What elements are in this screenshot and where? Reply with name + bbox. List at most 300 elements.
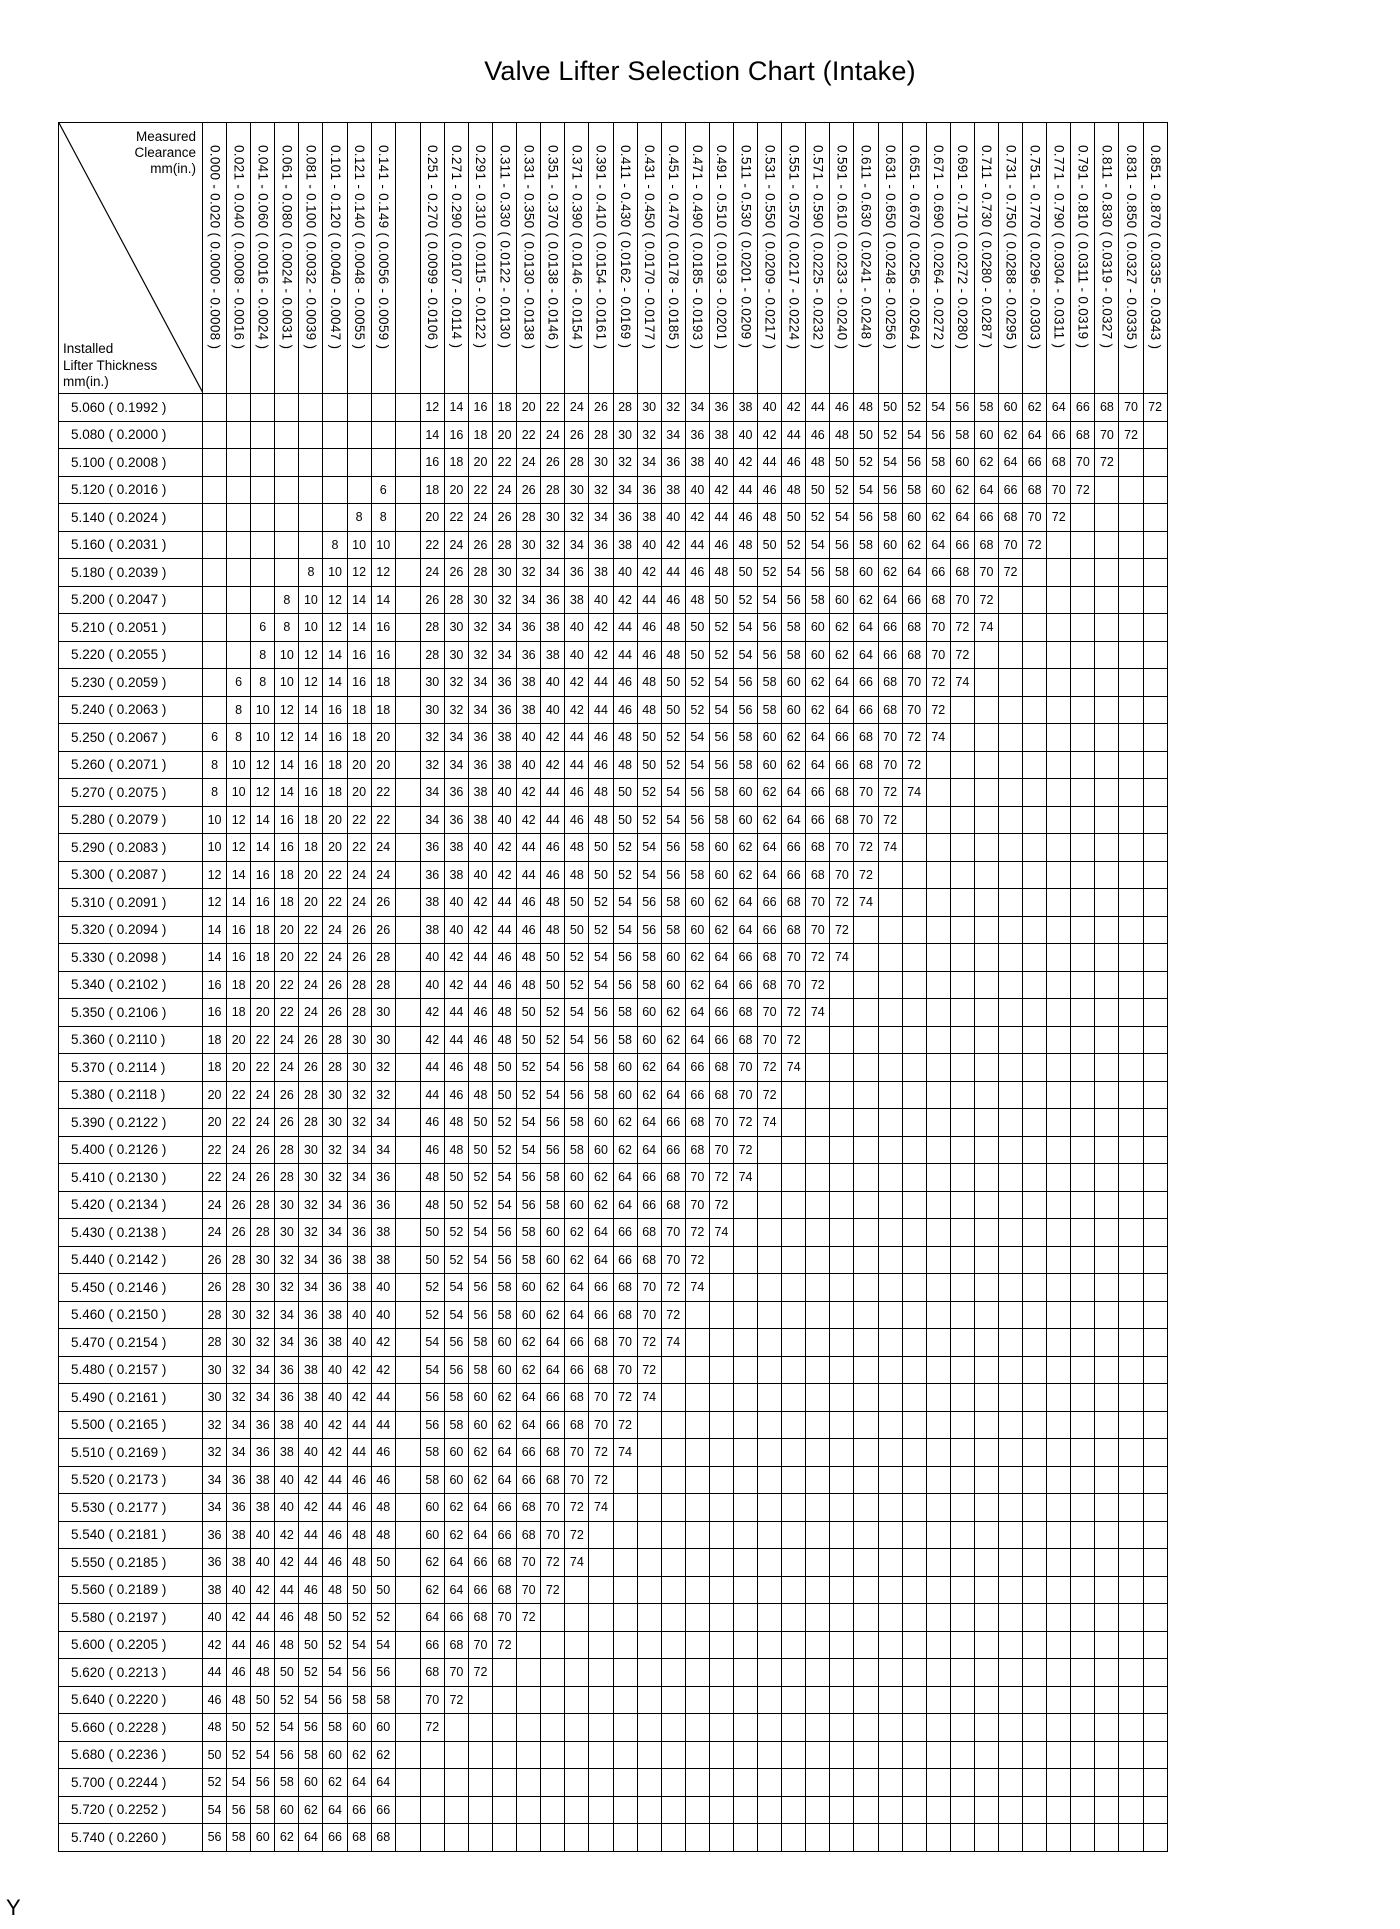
lifter-number-cell [444, 1769, 468, 1797]
lifter-number-cell [974, 1714, 998, 1742]
lifter-number-cell: 44 [347, 1411, 371, 1439]
lifter-number-cell [1023, 1439, 1047, 1467]
lifter-number-cell [999, 1081, 1023, 1109]
lifter-number-cell: 54 [830, 504, 854, 532]
lifter-number-cell: 32 [468, 614, 492, 642]
lifter-number-cell: 20 [323, 806, 347, 834]
lifter-number-cell: 68 [758, 971, 782, 999]
lifter-number-cell: 34 [589, 504, 613, 532]
lifter-number-cell: 70 [541, 1521, 565, 1549]
lifter-number-cell [782, 1741, 806, 1769]
lifter-number-cell: 70 [541, 1494, 565, 1522]
lifter-number-cell: 54 [420, 1329, 444, 1357]
lifter-number-cell [565, 1824, 589, 1852]
lifter-number-cell: 66 [999, 476, 1023, 504]
lifter-number-cell: 60 [565, 1164, 589, 1192]
lifter-number-cell: 32 [444, 669, 468, 697]
lifter-number-cell [1119, 834, 1143, 862]
lifter-number-cell [902, 1191, 926, 1219]
lifter-number-cell: 60 [420, 1494, 444, 1522]
lifter-number-cell [613, 1741, 637, 1769]
lifter-number-cell: 70 [1095, 421, 1119, 449]
lifter-number-cell: 72 [758, 1081, 782, 1109]
table-row [59, 449, 1168, 477]
measured-clearance-line-3: mm(in.) [150, 161, 196, 177]
table-row [59, 1384, 1168, 1412]
lifter-number-cell: 64 [323, 1796, 347, 1824]
lifter-number-cell: 54 [902, 421, 926, 449]
lifter-number-cell: 70 [830, 861, 854, 889]
lifter-number-cell [1143, 1136, 1167, 1164]
lifter-number-cell: 56 [444, 1329, 468, 1357]
lifter-number-cell [926, 1494, 950, 1522]
lifter-number-cell: 70 [974, 559, 998, 587]
lifter-number-cell: 52 [902, 394, 926, 422]
lifter-number-cell: 52 [517, 1081, 541, 1109]
lifter-number-cell: 24 [251, 1081, 275, 1109]
lifter-number-cell: 62 [733, 861, 757, 889]
lifter-number-cell: 58 [275, 1769, 299, 1797]
lifter-number-cell: 18 [251, 944, 275, 972]
lifter-number-cell [637, 1549, 661, 1577]
lifter-number-cell: 58 [541, 1191, 565, 1219]
lifter-number-cell: 40 [733, 421, 757, 449]
lifter-number-cell: 40 [299, 1411, 323, 1439]
lifter-number-cell: 10 [323, 559, 347, 587]
lifter-number-cell [974, 1549, 998, 1577]
lifter-number-cell: 26 [251, 1136, 275, 1164]
lifter-number-cell [227, 559, 251, 587]
lifter-number-cell [589, 1714, 613, 1742]
lifter-number-cell: 40 [517, 751, 541, 779]
lifter-number-cell [999, 1659, 1023, 1687]
lifter-number-cell: 68 [709, 1081, 733, 1109]
lifter-number-cell: 56 [733, 696, 757, 724]
lifter-number-cell: 20 [371, 751, 395, 779]
lifter-number-cell: 24 [541, 421, 565, 449]
lifter-number-cell: 64 [782, 779, 806, 807]
lifter-number-cell: 62 [517, 1329, 541, 1357]
lifter-number-cell: 40 [347, 1329, 371, 1357]
installed-thickness-cell: 5.160 ( 0.2031 ) [59, 531, 203, 559]
table-row [59, 1219, 1168, 1247]
lifter-number-cell [1119, 1494, 1143, 1522]
lifter-number-cell [902, 889, 926, 917]
lifter-number-cell [1023, 1109, 1047, 1137]
lifter-number-cell [1071, 641, 1095, 669]
lifter-number-cell: 60 [950, 449, 974, 477]
lifter-number-cell: 66 [830, 751, 854, 779]
lifter-number-cell: 50 [251, 1686, 275, 1714]
lifter-number-cell [974, 1219, 998, 1247]
lifter-number-cell: 30 [275, 1219, 299, 1247]
lifter-number-cell: 68 [902, 614, 926, 642]
lifter-number-cell [1023, 1714, 1047, 1742]
lifter-number-cell [950, 1494, 974, 1522]
lifter-number-cell [854, 1109, 878, 1137]
lifter-number-cell: 54 [299, 1686, 323, 1714]
lifter-number-cell [1047, 724, 1071, 752]
table-row [59, 971, 1168, 999]
lifter-number-cell [1095, 806, 1119, 834]
lifter-number-cell: 28 [323, 1026, 347, 1054]
lifter-number-cell: 62 [1023, 394, 1047, 422]
lifter-number-cell [1143, 531, 1167, 559]
lifter-number-cell [902, 1219, 926, 1247]
lifter-number-cell: 66 [420, 1631, 444, 1659]
lifter-number-cell [758, 1136, 782, 1164]
lifter-number-cell [806, 1769, 830, 1797]
lifter-number-cell [1047, 889, 1071, 917]
lifter-number-cell: 50 [589, 861, 613, 889]
lifter-number-cell [950, 861, 974, 889]
lifter-number-cell [926, 971, 950, 999]
lifter-number-cell: 68 [613, 1274, 637, 1302]
lifter-number-cell [444, 1796, 468, 1824]
lifter-number-cell: 24 [323, 916, 347, 944]
lifter-number-cell: 24 [347, 861, 371, 889]
lifter-number-cell: 20 [444, 476, 468, 504]
lifter-number-cell: 72 [1023, 531, 1047, 559]
lifter-number-cell: 70 [733, 1081, 757, 1109]
footer-mark: Y [6, 1895, 21, 1920]
lifter-number-cell: 28 [589, 421, 613, 449]
lifter-number-cell: 52 [541, 999, 565, 1027]
lifter-number-cell [878, 1136, 902, 1164]
lifter-number-cell: 64 [444, 1549, 468, 1577]
lifter-number-cell: 66 [782, 834, 806, 862]
lifter-number-cell [999, 999, 1023, 1027]
lifter-number-cell: 36 [444, 779, 468, 807]
gap-cell [395, 779, 420, 807]
lifter-number-cell [299, 476, 323, 504]
lifter-number-cell: 26 [323, 999, 347, 1027]
lifter-number-cell [1119, 751, 1143, 779]
lifter-number-cell [685, 1659, 709, 1687]
lifter-number-cell: 50 [541, 971, 565, 999]
lifter-number-cell: 12 [347, 559, 371, 587]
lifter-number-cell [854, 1494, 878, 1522]
lifter-number-cell: 48 [637, 696, 661, 724]
lifter-number-cell: 72 [830, 889, 854, 917]
lifter-number-cell: 60 [517, 1274, 541, 1302]
lifter-number-cell: 32 [275, 1274, 299, 1302]
lifter-number-cell: 72 [685, 1246, 709, 1274]
lifter-number-cell: 18 [493, 394, 517, 422]
installed-thickness-cell: 5.620 ( 0.2213 ) [59, 1659, 203, 1687]
lifter-number-cell: 32 [565, 504, 589, 532]
lifter-number-cell [1071, 559, 1095, 587]
lifter-number-cell: 58 [661, 916, 685, 944]
lifter-number-cell [758, 1466, 782, 1494]
lifter-number-cell: 34 [637, 449, 661, 477]
lifter-number-cell [1119, 806, 1143, 834]
lifter-number-cell [517, 1769, 541, 1797]
lifter-number-cell [950, 751, 974, 779]
clearance-range-label: 0.631 - 0.650 ( 0.0248 - 0.0256 ) [882, 145, 898, 350]
lifter-number-cell [854, 1301, 878, 1329]
lifter-number-cell [1047, 916, 1071, 944]
lifter-number-cell [878, 944, 902, 972]
table-row [59, 1274, 1168, 1302]
lifter-number-cell: 70 [950, 586, 974, 614]
lifter-number-cell: 38 [371, 1219, 395, 1247]
lifter-number-cell: 60 [733, 806, 757, 834]
lifter-number-cell: 44 [371, 1411, 395, 1439]
lifter-number-cell: 58 [685, 834, 709, 862]
lifter-number-cell: 62 [323, 1769, 347, 1797]
lifter-number-cell: 38 [323, 1329, 347, 1357]
lifter-number-cell [733, 1714, 757, 1742]
lifter-number-cell: 66 [902, 586, 926, 614]
lifter-number-cell [830, 999, 854, 1027]
installed-thickness-cell: 5.260 ( 0.2071 ) [59, 751, 203, 779]
lifter-number-cell [1047, 1164, 1071, 1192]
lifter-number-cell: 42 [517, 779, 541, 807]
lifter-number-cell: 14 [323, 669, 347, 697]
lifter-number-cell: 64 [1047, 394, 1071, 422]
lifter-number-cell [1047, 1576, 1071, 1604]
lifter-number-cell: 10 [251, 724, 275, 752]
lifter-number-cell: 72 [782, 1026, 806, 1054]
lifter-number-cell [1023, 971, 1047, 999]
lifter-number-cell: 66 [371, 1796, 395, 1824]
lifter-number-cell: 58 [444, 1384, 468, 1412]
lifter-number-cell: 54 [468, 1219, 492, 1247]
header-range-cell [227, 123, 251, 394]
lifter-number-cell [902, 1246, 926, 1274]
lifter-number-cell: 22 [493, 449, 517, 477]
lifter-number-cell: 38 [420, 889, 444, 917]
lifter-number-cell [830, 1631, 854, 1659]
lifter-number-cell: 58 [637, 971, 661, 999]
lifter-number-cell [1071, 586, 1095, 614]
clearance-range-label: 0.611 - 0.630 ( 0.0241 - 0.0248 ) [858, 145, 874, 349]
lifter-number-cell [1071, 1824, 1095, 1852]
lifter-number-cell: 60 [758, 751, 782, 779]
installed-thickness-cell: 5.640 ( 0.2220 ) [59, 1686, 203, 1714]
lifter-number-cell [1071, 861, 1095, 889]
lifter-number-cell: 18 [444, 449, 468, 477]
lifter-number-cell [974, 1521, 998, 1549]
installed-thickness-cell: 5.060 ( 0.1992 ) [59, 394, 203, 422]
lifter-number-cell [974, 1769, 998, 1797]
lifter-number-cell [613, 1686, 637, 1714]
lifter-number-cell [974, 834, 998, 862]
lifter-number-cell [878, 1081, 902, 1109]
lifter-number-cell [1119, 779, 1143, 807]
lifter-number-cell: 42 [733, 449, 757, 477]
lifter-number-cell: 50 [685, 614, 709, 642]
lifter-number-cell [974, 889, 998, 917]
lifter-number-cell [589, 1631, 613, 1659]
lifter-number-cell [1047, 641, 1071, 669]
lifter-number-cell: 42 [299, 1494, 323, 1522]
lifter-number-cell: 72 [637, 1329, 661, 1357]
lifter-number-cell [999, 1576, 1023, 1604]
lifter-number-cell: 36 [517, 641, 541, 669]
installed-thickness-cell: 5.410 ( 0.2130 ) [59, 1164, 203, 1192]
lifter-number-cell [1095, 1549, 1119, 1577]
lifter-number-cell [758, 1576, 782, 1604]
lifter-number-cell [637, 1741, 661, 1769]
lifter-number-cell [854, 1521, 878, 1549]
lifter-number-cell: 40 [299, 1439, 323, 1467]
lifter-number-cell [1143, 834, 1167, 862]
lifter-number-cell [974, 1494, 998, 1522]
lifter-number-cell: 66 [878, 614, 902, 642]
clearance-range-label: 0.711 - 0.730 ( 0.0280 - 0.0287 ) [979, 145, 995, 349]
lifter-number-cell: 60 [444, 1466, 468, 1494]
lifter-number-cell: 54 [806, 531, 830, 559]
lifter-number-cell: 56 [493, 1219, 517, 1247]
lifter-number-cell: 50 [468, 1136, 492, 1164]
clearance-range-label: 0.061 - 0.080 ( 0.0024 - 0.0031 ) [279, 145, 295, 350]
lifter-number-cell [999, 1521, 1023, 1549]
lifter-number-cell [203, 449, 227, 477]
lifter-number-cell: 72 [444, 1686, 468, 1714]
lifter-number-cell: 16 [420, 449, 444, 477]
lifter-number-cell: 64 [733, 889, 757, 917]
lifter-number-cell [878, 1274, 902, 1302]
lifter-number-cell: 28 [203, 1329, 227, 1357]
lifter-number-cell [1047, 1219, 1071, 1247]
lifter-number-cell: 52 [275, 1686, 299, 1714]
lifter-number-cell: 48 [299, 1604, 323, 1632]
lifter-number-cell: 48 [493, 999, 517, 1027]
lifter-number-cell [468, 1824, 492, 1852]
lifter-number-cell [541, 1769, 565, 1797]
lifter-number-cell: 72 [517, 1604, 541, 1632]
lifter-number-cell [974, 1631, 998, 1659]
lifter-number-cell [227, 641, 251, 669]
lifter-number-cell: 64 [685, 1026, 709, 1054]
gap-cell [395, 1466, 420, 1494]
lifter-number-cell: 10 [299, 586, 323, 614]
lifter-number-cell: 72 [974, 586, 998, 614]
lifter-number-cell [637, 1604, 661, 1632]
lifter-number-cell: 70 [782, 971, 806, 999]
lifter-number-cell: 62 [830, 641, 854, 669]
lifter-number-cell: 40 [685, 476, 709, 504]
lifter-number-cell [1071, 1246, 1095, 1274]
clearance-range-label: 0.591 - 0.610 ( 0.0233 - 0.0240 ) [834, 145, 850, 350]
lifter-number-cell [1023, 614, 1047, 642]
lifter-number-cell: 36 [299, 1301, 323, 1329]
lifter-number-cell: 28 [203, 1301, 227, 1329]
lifter-number-cell [926, 1246, 950, 1274]
lifter-number-cell: 52 [637, 779, 661, 807]
lifter-number-cell: 68 [420, 1659, 444, 1687]
lifter-number-cell [733, 1769, 757, 1797]
lifter-number-cell [685, 1769, 709, 1797]
lifter-number-cell: 30 [493, 559, 517, 587]
lifter-number-cell [950, 1741, 974, 1769]
lifter-number-cell [782, 1494, 806, 1522]
lifter-number-cell: 26 [203, 1274, 227, 1302]
clearance-range-label: 0.081 - 0.100 ( 0.0032 - 0.0039 ) [303, 145, 319, 350]
lifter-number-cell [902, 1329, 926, 1357]
lifter-number-cell: 68 [541, 1466, 565, 1494]
installed-thickness-cell: 5.370 ( 0.2114 ) [59, 1054, 203, 1082]
installed-thickness-cell: 5.240 ( 0.2063 ) [59, 696, 203, 724]
lifter-number-cell [974, 1741, 998, 1769]
lifter-number-cell: 52 [347, 1604, 371, 1632]
lifter-number-cell: 58 [347, 1686, 371, 1714]
lifter-number-cell [999, 889, 1023, 917]
lifter-number-cell [1047, 1741, 1071, 1769]
lifter-number-cell [974, 806, 998, 834]
lifter-number-cell: 74 [589, 1494, 613, 1522]
lifter-number-cell: 52 [323, 1631, 347, 1659]
lifter-number-cell: 22 [347, 834, 371, 862]
lifter-number-cell: 74 [733, 1164, 757, 1192]
lifter-number-cell: 30 [323, 1081, 347, 1109]
lifter-number-cell [758, 1769, 782, 1797]
lifter-number-cell: 54 [227, 1769, 251, 1797]
lifter-number-cell: 46 [541, 834, 565, 862]
gap-cell [395, 1329, 420, 1357]
lifter-number-cell: 26 [227, 1219, 251, 1247]
lifter-number-cell [854, 1796, 878, 1824]
lifter-number-cell: 68 [854, 724, 878, 752]
lifter-number-cell: 70 [926, 641, 950, 669]
lifter-number-cell [926, 1191, 950, 1219]
table-row [59, 1081, 1168, 1109]
lifter-number-cell: 60 [878, 531, 902, 559]
lifter-number-cell: 72 [709, 1191, 733, 1219]
gap-cell [395, 1109, 420, 1137]
lifter-number-cell [806, 1026, 830, 1054]
lifter-number-cell: 30 [565, 476, 589, 504]
lifter-number-cell [1071, 1054, 1095, 1082]
lifter-number-cell: 64 [637, 1109, 661, 1137]
lifter-number-cell: 48 [806, 449, 830, 477]
table-row [59, 1246, 1168, 1274]
measured-clearance-label [134, 129, 196, 178]
lifter-number-cell: 30 [444, 641, 468, 669]
lifter-number-cell [926, 806, 950, 834]
lifter-number-cell: 12 [203, 861, 227, 889]
lifter-number-cell: 72 [733, 1109, 757, 1137]
lifter-number-cell: 58 [806, 586, 830, 614]
lifter-number-cell: 16 [468, 394, 492, 422]
lifter-number-cell: 62 [613, 1109, 637, 1137]
header-range-cell [1047, 123, 1071, 394]
lifter-number-cell [420, 1796, 444, 1824]
lifter-number-cell: 46 [371, 1439, 395, 1467]
table-row [59, 1521, 1168, 1549]
header-range-cell [493, 123, 517, 394]
lifter-number-cell [661, 1439, 685, 1467]
lifter-number-cell [950, 971, 974, 999]
lifter-number-cell [950, 1576, 974, 1604]
lifter-number-cell: 30 [517, 531, 541, 559]
lifter-number-cell [999, 669, 1023, 697]
lifter-number-cell: 56 [203, 1824, 227, 1852]
lifter-number-cell [227, 449, 251, 477]
installed-thickness-cell: 5.680 ( 0.2236 ) [59, 1741, 203, 1769]
lifter-number-cell [830, 1246, 854, 1274]
lifter-number-cell: 68 [613, 1301, 637, 1329]
lifter-number-cell: 40 [541, 669, 565, 697]
lifter-number-cell [468, 1769, 492, 1797]
lifter-number-cell: 30 [420, 669, 444, 697]
lifter-number-cell [999, 1466, 1023, 1494]
lifter-number-cell: 18 [347, 696, 371, 724]
lifter-number-cell: 32 [371, 1054, 395, 1082]
lifter-number-cell [1119, 1191, 1143, 1219]
